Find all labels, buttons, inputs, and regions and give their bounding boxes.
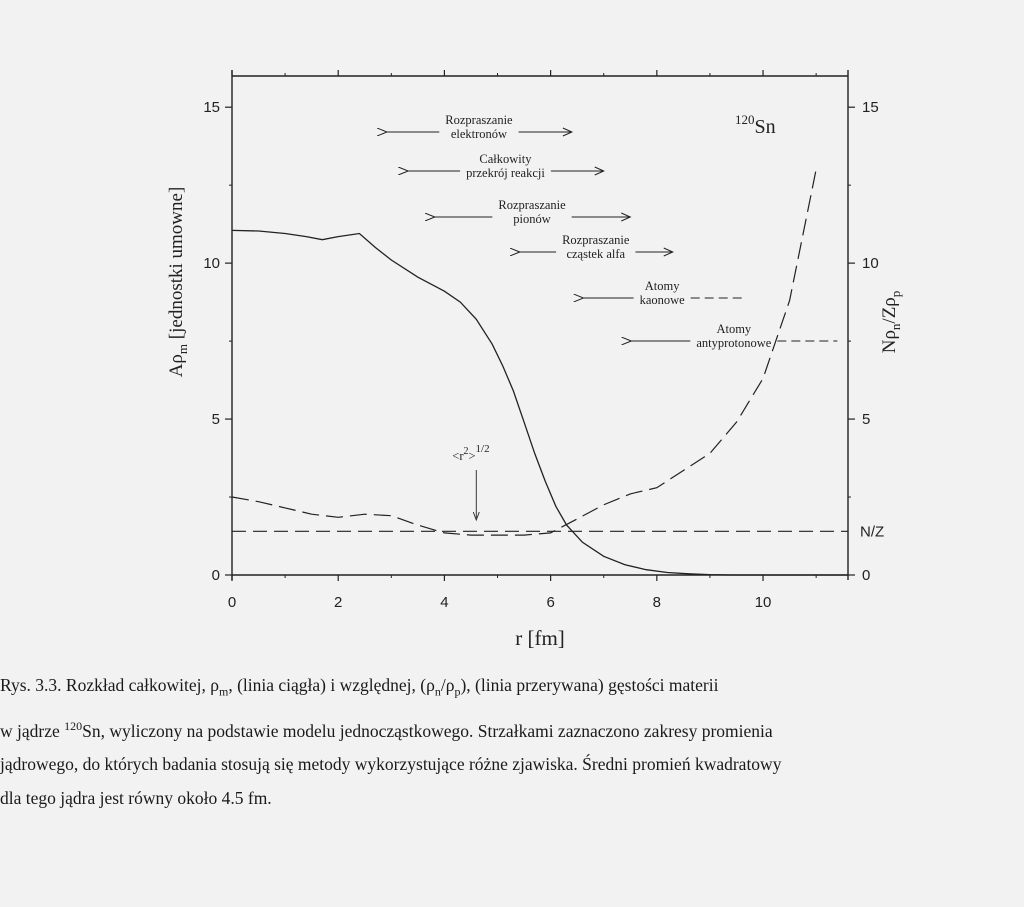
caption-line-3 [0,747,1024,781]
chart-title [735,112,776,138]
x-axis-label: r [fm] [515,626,565,650]
annotation-text-electrons: elektronów [450,127,508,141]
rms-label [452,443,489,463]
figure-caption [0,668,1024,815]
caption-run: Sn, wyliczony na podstawie modelu jednocząstkowego. Strzałkami zaznaczono zakresy promienia [82,720,773,741]
annotation-text-kaons: Atomy [644,279,680,293]
y-axis-label-right [879,291,903,354]
nz-label: N/Z [860,523,885,541]
annotation-text-alpha: Rozpraszanie [562,233,630,247]
rms-label-base: <r [452,449,464,463]
ylabel-left-sub: m [175,343,190,355]
caption-run: n [434,684,441,699]
method-ranges [386,113,837,350]
y-tick-label-right: 10 [862,255,879,273]
y-tick-label-right: 0 [862,567,871,584]
ylabel-left-rest: [jednostki umowne] [166,186,187,344]
x-tick-label: 6 [546,594,555,611]
ylabel-right-n: Nρ [879,330,900,354]
annotation-text-alpha: cząstek alfa [566,247,626,261]
annotation-antiprotons [630,322,837,350]
caption-run: w jądrze [0,720,65,741]
annotation-text-kaons: kaonowe [639,293,685,307]
ylabel-right-sub2: p [888,290,903,298]
annotation-text-antiprotons: Atomy [716,322,752,336]
caption-run: jądrowego, do których badania stosują się metody wykorzystujące różne zjawiska. Średni promień kwadratowy [0,754,782,775]
caption-run: 120 [64,718,83,733]
annotation-text-antiprotons: antyprotonowe [696,336,772,350]
y-tick-label-left: 10 [203,255,220,273]
y-tick-label-right: 15 [862,99,879,117]
series-total-density [232,230,848,575]
annotation-text-pions: pionów [513,212,551,226]
y-tick-label-left: 5 [211,411,220,429]
y-tick-label-left: 15 [203,99,220,117]
chart-title-element: Sn [754,116,776,138]
annotation-text-reaction: Całkowity [479,152,532,166]
caption-run: /ρ [440,675,455,695]
y-axis-label-left [166,187,190,378]
caption-run: dla tego jądra jest równy około 4.5 fm. [0,788,272,809]
caption-line-1 [0,668,1024,709]
annotation-electrons [386,113,572,141]
x-tick-label: 0 [227,594,237,611]
rms-label-exp: 1/2 [475,443,490,455]
rms-label-sup: 2 [463,446,469,457]
ylabel-right-sub1: n [888,323,903,331]
caption-run: , (linia ciągła) i względnej, (ρ [228,675,435,695]
x-tick-label: 2 [334,594,343,611]
annotation-text-pions: Rozpraszanie [498,198,566,212]
annotation-kaons [582,279,741,307]
annotation-pions [434,198,630,226]
rms-label-close: > [468,449,476,463]
caption-run: Rys. 3.3. Rozkład całkowitej, ρ [0,675,219,695]
annotation-text-reaction: przekrój reakcji [466,166,545,180]
y-tick-label-left: 0 [211,567,220,584]
annotation-text-electrons: Rozpraszanie [445,113,513,127]
plot-frame [232,70,848,580]
axis-ticks [225,70,855,581]
chart-title-mass: 120 [735,112,755,127]
y-tick-label-right: 5 [862,411,871,429]
x-tick-label: 8 [652,594,661,611]
ylabel-right-z: /Zρ [879,297,900,324]
caption-run: m [218,684,229,699]
annotation-reaction [407,152,603,180]
annotation-alpha [519,233,673,261]
caption-run: p [454,684,461,699]
ylabel-left-a: Aρ [166,354,187,378]
caption-run: ), (linia przerywana) gęstości materii [460,675,719,695]
caption-line-2 [0,709,1024,748]
caption-line-4 [0,781,1024,815]
x-tick-label: 10 [754,594,772,611]
rms-radius-marker [452,443,489,520]
x-tick-label: 4 [440,594,449,611]
